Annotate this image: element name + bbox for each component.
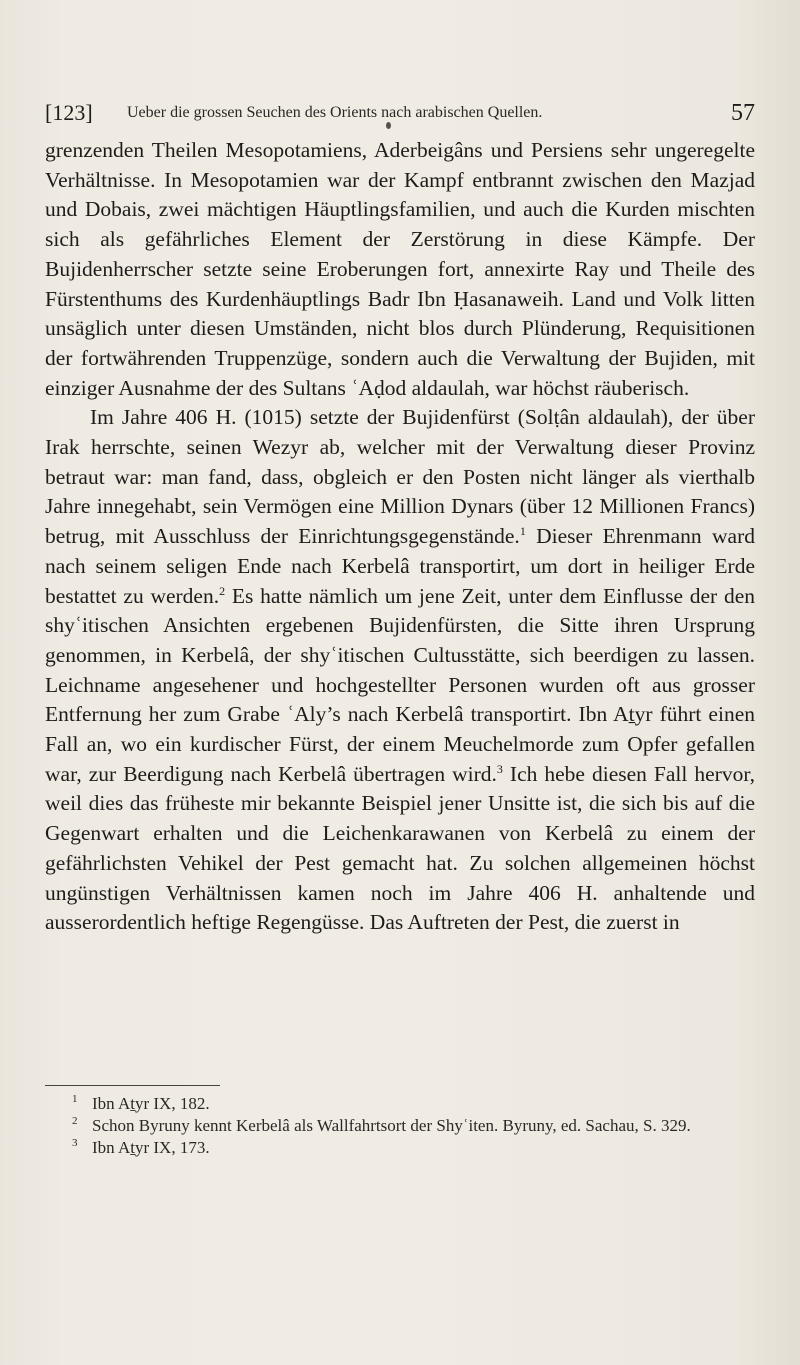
footnote-divider bbox=[45, 1085, 220, 1086]
footnote-text: Ibn Aṯyr IX, 182. bbox=[92, 1094, 210, 1113]
page-number: 57 bbox=[731, 100, 755, 126]
footnote-text: Schon Byruny kennt Kerbelâ als Wallfahrtsort der Shyʿiten. Byruny, ed. Sachau, S. 329. bbox=[92, 1116, 691, 1135]
paragraph-2-part-a: Im Jahre 406 H. (1015) setzte der Bujidenfürst (Solṭân aldaulah), der über Irak herrschte, seinen Wezyr ab, welcher mit der Verwaltung dieser Provinz betraut war: man fand, dass, obgleich er den Posten nicht länger als vierthalb Jahre innegehabt, sein Vermögen eine Million Dynars (über 12 Millionen Francs) betrug, mit Ausschluss der Einrichtungsgegenstände. bbox=[45, 405, 755, 549]
footnote-ref-2[interactable]: 2 bbox=[219, 583, 226, 598]
page-bracket-number: [123] bbox=[45, 100, 93, 125]
footnote-ref-3[interactable]: 3 bbox=[496, 761, 503, 776]
footnote-3: 3 Ibn Aṯyr IX, 173. bbox=[72, 1137, 210, 1157]
footnotes bbox=[45, 1093, 745, 1159]
paragraph-continuation: grenzenden Theilen Mesopotamiens, Aderbeigâns und Persiens sehr ungeregelte Verhältnisse. In Mesopotamien war der Kampf entbrannt zwischen den Mazjad und Dobais, zwei mächtigen Häuptlingsfamilien, und auch die Kurden mischten sich als gefährliches Element der Zerstörung in diese Kämpfe. Der Bujidenherrscher setzte seine Eroberungen fort, annexirte Ray und Theile des Fürstenthums des Kurdenhäuptlings Badr Ibn Ḥasanaweih. Land und Volk litten unsäglich unter diesen Umständen, nicht blos durch Plünderung, Requisitionen der fortwährenden Truppenzüge, sondern auch die Verwaltung der Bujiden, mit einziger Ausnahme der des Sultans ʿAḍod aldaulah, war höchst räuberisch. bbox=[45, 138, 755, 400]
footnote-1: 1 Ibn Aṯyr IX, 182. bbox=[72, 1093, 210, 1113]
paragraph-2-part-c: Es hatte nämlich um jene Zeit, unter dem Einflusse der den shyʿitischen Ansichten ergebenen Bujidenfürsten, die Sitte ihren Ursprung genommen, in Kerbelâ, der shyʿitischen Cultusstätte, sich beerdigen zu lassen. Leichname angesehener und hochgestellter Personen wurden oft aus grosser Entfernung her zum Grabe ʿAly’s nach Kerbelâ transportirt. Ibn Aṯyr führt einen Fall an, wo ein kurdischer Fürst, der einem Meuchelmorde zum Opfer gefallen war, zur Beerdigung nach Kerbelâ übertragen wird. bbox=[45, 583, 755, 786]
paragraph-2-part-b: Dieser Ehrenmann ward nach seinem seligen Ende nach Kerbelâ transportirt, um dort in heiliger Erde bestattet zu werden. bbox=[45, 524, 755, 608]
paragraph-2 bbox=[45, 403, 755, 938]
footnote-2: 2 Schon Byruny kennt Kerbelâ als Wallfahrtsort der Shyʿiten. Byruny, ed. Sachau, S. 329. bbox=[72, 1115, 691, 1135]
running-title: Ueber die grossen Seuchen des Orients nach arabischen Quellen. bbox=[127, 104, 543, 121]
footnote-text: Ibn Aṯyr IX, 173. bbox=[92, 1138, 210, 1157]
main-text bbox=[45, 136, 755, 938]
footnote-ref-1[interactable]: 1 bbox=[519, 523, 526, 538]
ink-speck bbox=[386, 122, 391, 129]
paragraph-2-part-d: Ich hebe diesen Fall hervor, weil dies das früheste mir bekannte Beispiel jener Unsitte ist, die sich bis auf die Gegenwart erhalten und die Leichenkarawanen von Kerbelâ zu einem der gefährlichsten Vehikel der Pest gemacht hat. Zu solchen allgemeinen höchst ungünstigen Verhältnissen kamen noch im Jahre 406 H. anhaltende und ausserordentlich heftige Regengüsse. Das Auftreten der Pest, die zuerst in bbox=[45, 761, 755, 935]
running-header bbox=[45, 98, 755, 128]
